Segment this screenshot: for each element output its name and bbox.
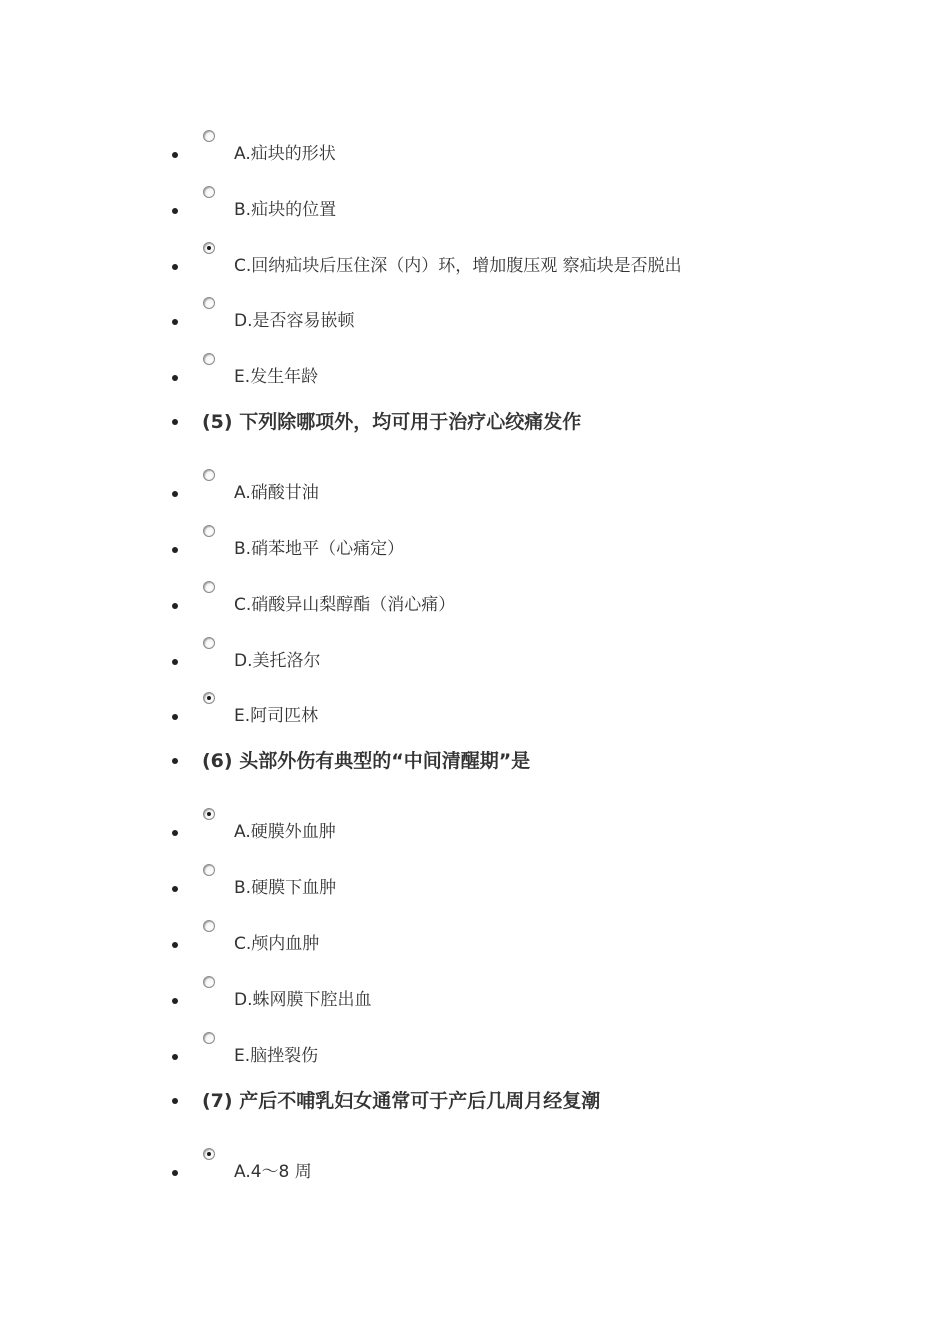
radio-button[interactable] [203, 186, 215, 198]
radio-button[interactable] [203, 130, 215, 142]
option-label[interactable]: A.硬膜外血肿 [234, 822, 336, 843]
list-bullet [172, 264, 178, 270]
list-bullet [172, 547, 178, 553]
radio-button[interactable] [203, 976, 215, 988]
option-label[interactable]: E.发生年龄 [234, 367, 319, 388]
option-label[interactable]: B.疝块的位置 [234, 199, 337, 220]
option-label[interactable]: B.硬膜下血肿 [234, 878, 337, 899]
list-bullet [172, 208, 178, 214]
list-bullet [172, 714, 178, 720]
list-bullet [172, 375, 178, 381]
radio-button-checked[interactable] [203, 692, 215, 704]
list-bullet [172, 886, 178, 892]
list-bullet [172, 1054, 178, 1060]
list-bullet [172, 830, 178, 836]
question-text: (7) 产后不哺乳妇女通常可于产后几周月经复潮 [202, 1089, 601, 1112]
radio-button[interactable] [203, 297, 215, 309]
radio-button-checked[interactable] [203, 808, 215, 820]
option-label[interactable]: C.硝酸异山梨醇酯（消心痛） [234, 594, 456, 615]
list-bullet [172, 319, 178, 325]
radio-button[interactable] [203, 864, 215, 876]
list-bullet [172, 758, 178, 764]
list-bullet [172, 1170, 178, 1176]
radio-button[interactable] [203, 1032, 215, 1044]
option-label[interactable]: A.硝酸甘油 [234, 483, 319, 504]
list-bullet [172, 659, 178, 665]
list-bullet [172, 603, 178, 609]
radio-button[interactable] [203, 637, 215, 649]
option-label[interactable]: A.疝块的形状 [234, 144, 336, 164]
option-label[interactable]: E.阿司匹林 [234, 706, 319, 727]
radio-button[interactable] [203, 920, 215, 932]
question-text: (5) 下列除哪项外，均可用于治疗心绞痛发作 [202, 411, 582, 434]
list-bullet [172, 1098, 178, 1104]
radio-button-checked[interactable] [203, 242, 215, 254]
option-label[interactable]: D.蛛网膜下腔出血 [234, 989, 372, 1010]
list-bullet [172, 491, 178, 497]
option-label[interactable]: D.美托洛尔 [234, 650, 321, 671]
question-text: (6) 头部外伤有典型的“中间清醒期”是 [202, 750, 531, 773]
radio-button[interactable] [203, 353, 215, 365]
option-label[interactable]: C.颅内血肿 [234, 934, 320, 954]
option-label[interactable]: B.硝苯地平（心痛定） [234, 539, 405, 559]
list-bullet [172, 152, 178, 158]
radio-button-checked[interactable] [203, 1148, 215, 1160]
list-bullet [172, 419, 178, 425]
radio-button[interactable] [203, 525, 215, 537]
list-bullet [172, 942, 178, 948]
list-bullet [172, 998, 178, 1004]
option-label[interactable]: E.脑挫裂伤 [234, 1045, 319, 1066]
option-label[interactable]: A.4～8 周 [234, 1161, 312, 1182]
option-label[interactable]: D.是否容易嵌顿 [234, 311, 355, 332]
radio-button[interactable] [203, 469, 215, 481]
radio-button[interactable] [203, 581, 215, 593]
option-label[interactable]: C.回纳疝块后压住深（内）环，增加腹压观 察疝块是否脱出 [234, 255, 682, 276]
